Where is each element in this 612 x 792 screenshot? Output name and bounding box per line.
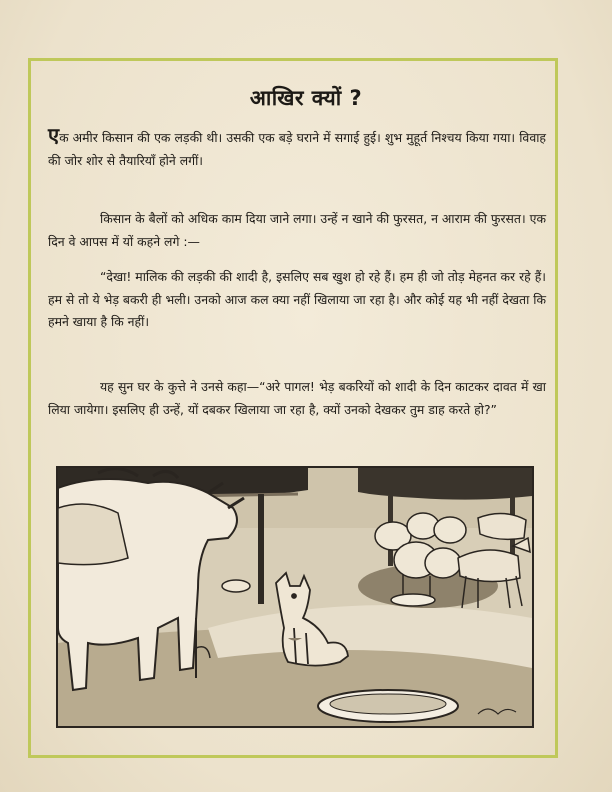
paragraph-4: यह सुन घर के कुत्ते ने उनसे कहा—“अरे पागल! भेड़ बकरियों को शादी के दिन काटकर दावत में खा लिया जायेगा। इसलिए ही उन्हें, यों दबकर खिलाया जा रहा है, क्यों उनको देखकर तुम डाह करते हो?” <box>48 379 546 417</box>
paragraph-2: किसान के बैलों को अधिक काम दिया जाने लगा। उन्हें न खाने की फुरसत, न आराम की फुरसत। एक दिन वे आपस में यों कहने लगे :— <box>48 211 546 249</box>
farmyard-illustration <box>58 468 532 726</box>
paragraph-1-text: क अमीर किसान की एक लड़की थी। उसकी एक बड़े घराने में सगाई हुई। शुभ मुहूर्त निश्चय किया गया। विवाह की जोर शोर से तैयारियाँ होने लगीं। <box>48 130 546 168</box>
drop-cap: ए <box>48 123 60 147</box>
story-title: आखिर क्यों ? <box>249 86 363 110</box>
small-bowl <box>222 580 250 592</box>
paragraph-3: “देखा! मालिक की लड़की की शादी है, इसलिए सब खुश हो रहे हैं। हम ही जो तोड़ मेहनत कर रहे हैं। हम से तो ये भेड़ बकरी ही भली। उनको आज कल क्या नहीं खिलाया जा रहा है। और कोई यह भी नहीं देखता कि हमने खाया है कि नहीं। <box>48 269 546 329</box>
paragraph-1 <box>48 124 546 172</box>
story-illustration <box>56 466 534 728</box>
